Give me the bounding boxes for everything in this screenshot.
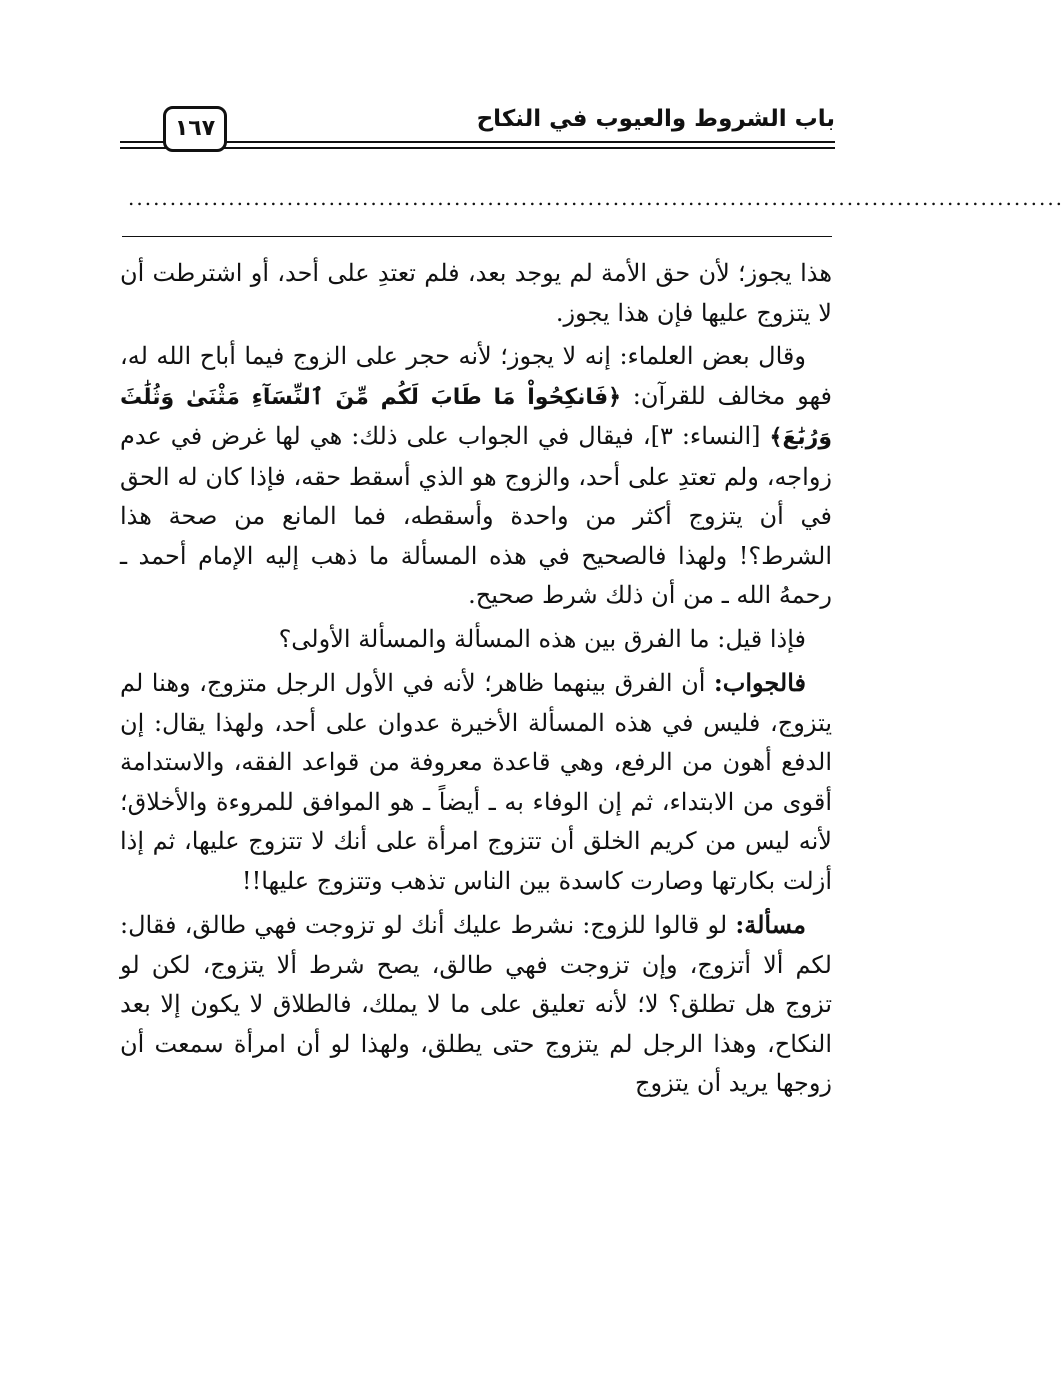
body-text [120, 254, 832, 1108]
page-number: ١٦٧ [163, 106, 227, 152]
paragraph [120, 254, 832, 333]
dotted-separator: ................................................................................................................ [128, 186, 1064, 210]
header-rule-bottom [120, 147, 835, 149]
quran-verse: ﴿فَانكِحُواْ مَا طَابَ لَكُم مِّنَ ٱلنِّسَآءِ مَثْنَىٰ وَثُلَٰثَ وَرُبَٰعَ﴾ [120, 384, 832, 450]
paragraph-text: فإذا قيل: ما الفرق بين هذه المسألة والمسألة الأولى؟ [278, 624, 806, 653]
chapter-title: باب الشروط والعيوب في النكاح [476, 106, 835, 132]
header-rule-top [120, 141, 835, 143]
paragraph-text: هذا يجوز؛ لأن حق الأمة لم يوجد بعد، فلم تعتدِ على أحد، أو اشترطت أن لا يتزوج عليها فإن هذا يجوز. [120, 259, 832, 327]
paragraph-text: وقال بعض العلماء: إنه لا يجوز؛ لأنه حجر على الزوج فيما أباح الله له، فهو مخالف للقرآن: [120, 342, 833, 410]
separator-rule [122, 236, 832, 237]
paragraph-lead: فالجواب: [713, 668, 806, 697]
paragraph-text: لو قالوا للزوج: نشرط عليك أنك لو تزوجت فهي طالق، فقال: لكم ألا أتزوج، وإن تزوجت فهي طالق، يصح شرط ألا يتزوج، لكن لو تزوج هل تطلق؟ لا؛ لأنه تعليق على ما لا يملك، فالطلاق لا يكون إلا بعد النكاح، وهذا الرجل لم يتزوج حتى يطلق، ولهذا لو أن امرأة سمعت أن زوجها يريد أن يتزوج [120, 911, 832, 1097]
paragraph-text: [النساء: ٣]، فيقال في الجواب على ذلك: هي لها غرض في عدم زواجه، ولم تعتدِ على أحد، والزوج هو الذي أسقط حقه، فإذا كان له الحق في أن يتزوج أكثر من واحدة وأسقطه، فما المانع من صحة هذا الشرط؟! ولهذا فالصحيح في هذه المسألة ما ذهب إليه الإمام أحمد ـ رحمهُ الله ـ من أن ذلك شرط صحيح. [120, 422, 832, 609]
paragraph [120, 337, 832, 616]
paragraph [120, 905, 832, 1104]
page-header [120, 100, 835, 160]
paragraph-text: أن الفرق بينهما ظاهر؛ لأنه في الأول الرجل متزوج، وهنا لم يتزوج، فليس في هذه المسألة الأخيرة عدوان على أحد، ولهذا يقال: إن الدفع أهون من الرفع، وهي قاعدة معروفة من قواعد الفقه، والاستدامة أقوى من الابتداء، ثم إن الوفاء به ـ أيضاً ـ هو الموافق للمروءة والأخلاق؛ لأنه ليس من كريم الخلق أن تتزوج امرأة على أنك لا تتزوج عليها، ثم إذا أزلت بكارتها وصارت كاسدة بين الناس تذهب وتتزوج عليها!! [120, 669, 832, 895]
paragraph-lead: مسألة: [735, 910, 806, 939]
paragraph [120, 620, 832, 660]
paragraph [120, 663, 832, 901]
